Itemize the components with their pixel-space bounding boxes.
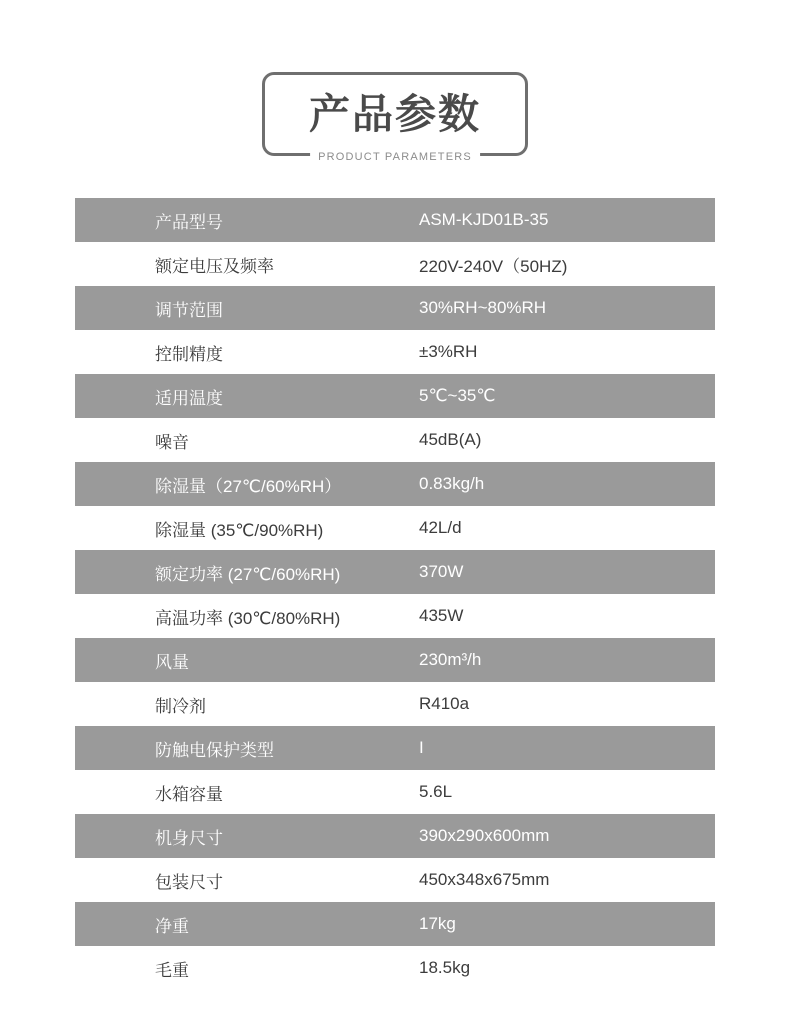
parameter-value: I (419, 738, 424, 757)
page-subtitle-wrap (310, 151, 480, 163)
table-row (75, 374, 715, 418)
table-row (75, 814, 715, 858)
table-row (75, 902, 715, 946)
parameter-label: 除湿量（27℃/60%RH） (155, 476, 342, 496)
table-row (75, 682, 715, 726)
parameter-value: 42L/d (419, 518, 462, 537)
parameter-value: 17kg (419, 914, 456, 933)
parameter-value: 30%RH~80%RH (419, 298, 547, 317)
parameter-value: 0.83kg/h (419, 474, 485, 493)
parameter-label: 风量 (155, 652, 189, 672)
parameter-value: 390x290x600mm (419, 826, 550, 845)
parameter-label: 额定电压及频率 (155, 256, 274, 276)
parameter-label: 制冷剂 (155, 696, 206, 716)
table-row (75, 242, 715, 286)
parameter-value: 5.6L (419, 782, 453, 801)
parameter-label: 调节范围 (155, 300, 223, 320)
parameter-label: 噪音 (155, 432, 189, 452)
table-row (75, 946, 715, 990)
table-row (75, 418, 715, 462)
parameter-value: ASM-KJD01B-35 (419, 210, 549, 229)
table-row (75, 770, 715, 814)
table-row (75, 198, 715, 242)
page-header (0, 0, 790, 163)
page-subtitle: PRODUCT PARAMETERS (318, 151, 472, 163)
parameter-value: 370W (419, 562, 464, 581)
parameter-value: 450x348x675mm (419, 870, 550, 889)
table-row (75, 506, 715, 550)
table-row (75, 286, 715, 330)
parameter-label: 水箱容量 (155, 784, 223, 804)
parameter-label: 高温功率 (30℃/80%RH) (155, 608, 341, 628)
table-row (75, 638, 715, 682)
parameter-label: 控制精度 (155, 344, 223, 364)
parameter-label: 适用温度 (155, 388, 223, 408)
parameter-label: 机身尺寸 (155, 828, 223, 848)
parameter-label: 额定功率 (27℃/60%RH) (155, 564, 341, 584)
table-row (75, 462, 715, 506)
parameter-value: 5℃~35℃ (419, 386, 496, 405)
page-title: 产品参数 (303, 94, 487, 135)
table-row (75, 550, 715, 594)
parameters-table (75, 198, 715, 990)
title-badge (262, 72, 528, 163)
parameter-label: 毛重 (155, 960, 189, 980)
parameter-label: 防触电保护类型 (155, 740, 274, 760)
parameter-value: R410a (419, 694, 470, 713)
parameter-value: 18.5kg (419, 958, 471, 977)
parameter-label: 包装尺寸 (155, 872, 223, 892)
table-row (75, 858, 715, 902)
table-row (75, 726, 715, 770)
table-row (75, 330, 715, 374)
table-row (75, 594, 715, 638)
parameter-label: 除湿量 (35℃/90%RH) (155, 520, 324, 540)
parameter-value: 230m³/h (419, 650, 482, 669)
parameter-label: 产品型号 (155, 212, 223, 232)
parameter-label: 净重 (155, 916, 189, 936)
parameter-value: ±3%RH (419, 342, 478, 361)
parameter-value: 45dB(A) (419, 430, 482, 449)
parameter-value: 435W (419, 606, 464, 625)
parameter-value: 220V-240V（50HZ) (419, 256, 568, 276)
